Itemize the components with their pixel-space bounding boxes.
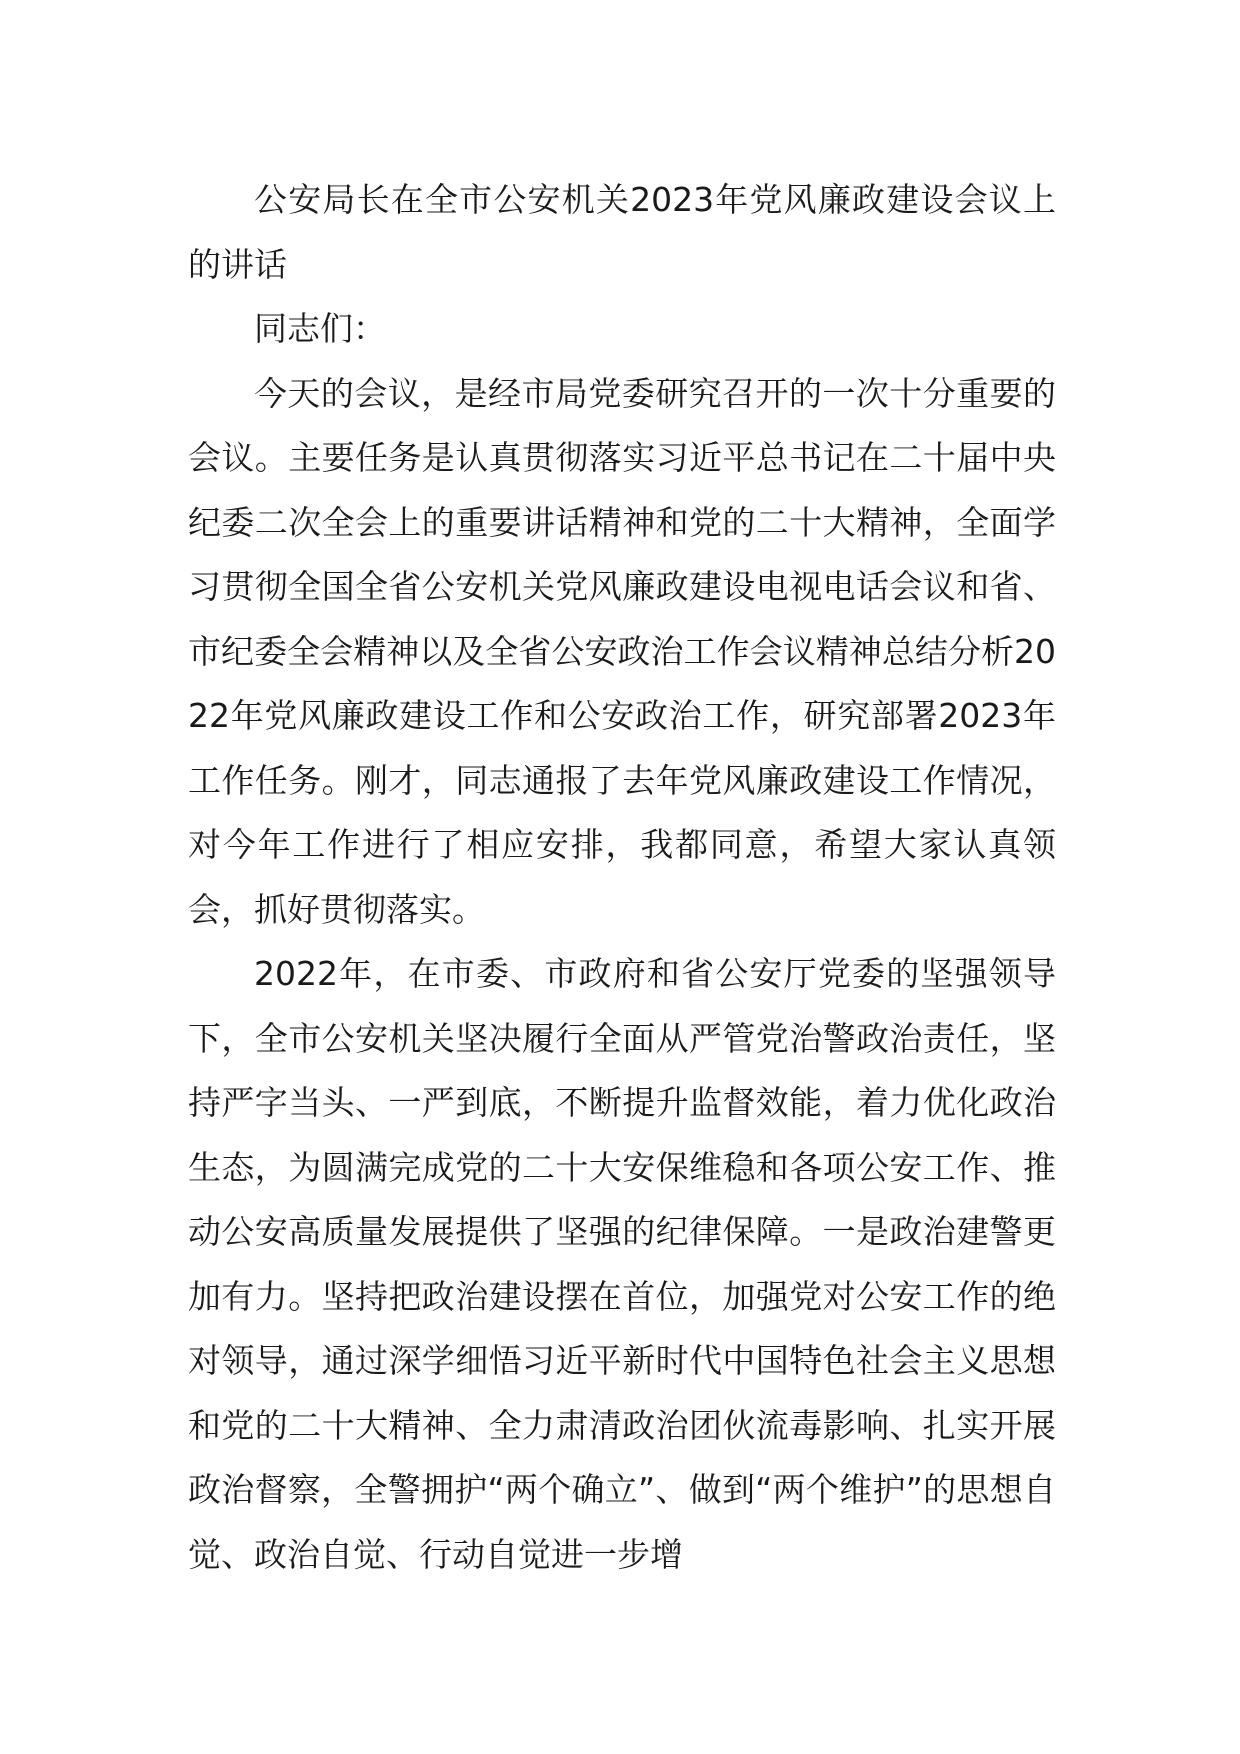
speech-title: 公安局长在全市公安机关2023年党风廉政建设会议上的讲话	[188, 180, 1056, 284]
document-body	[188, 168, 1056, 1587]
paragraph-2022-review: 2022年，在市委、市政府和省公安厅党委的坚强领导下，全市公安机关坚决履行全面从严管党治警政治责任，坚持严字当头、一严到底，不断提升监督效能，着力优化政治生态，为圆满完成党的二十大安保维稳和各项公安工作、推动公安高质量发展提供了坚强的纪律保障。一是政治建警更加有力。坚持把政治建设摆在首位，加强党对公安工作的绝对领导，通过深学细悟习近平新时代中国特色社会主义思想和党的二十大精神、全力肃清政治团伙流毒影响、扎实开展政治督察，全警拥护“两个确立”、做到“两个维护”的思想自觉、政治自觉、行动自觉进一步增	[188, 954, 1056, 1574]
salutation: 同志们：	[254, 309, 386, 348]
paragraph-meeting-purpose: 今天的会议，是经市局党委研究召开的一次十分重要的会议。主要任务是认真贯彻落实习近平总书记在二十届中央纪委二次全会上的重要讲话精神和党的二十大精神，全面学习贯彻全国全省公安机关党风廉政建设电视电话会议和省、市纪委全会精神以及全省公安政治工作会议精神总结分析2022年党风廉政建设工作和公安政治工作，研究部署2023年工作任务。刚才，同志通报了去年党风廉政建设工作情况，对今年工作进行了相应安排，我都同意，希望大家认真领会，抓好贯彻落实。	[188, 373, 1056, 929]
